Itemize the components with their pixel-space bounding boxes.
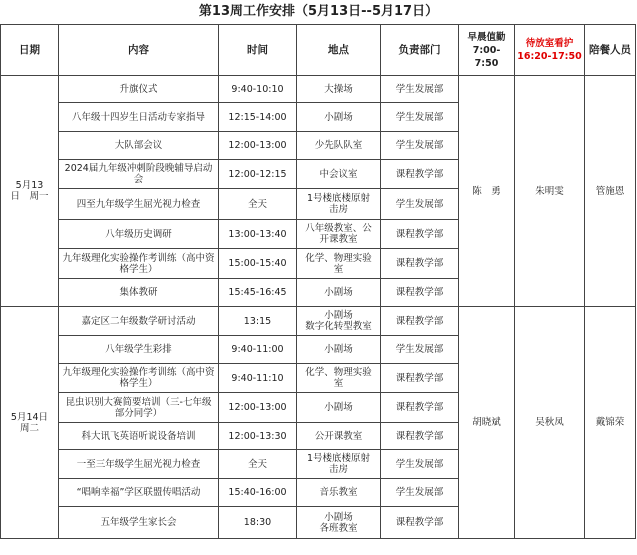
item-dept: 学生发展部 [381, 76, 459, 103]
item-place-line: 小剧场 [324, 511, 353, 523]
afterschool-care-cell: 吴秋凤 [515, 307, 585, 539]
afterschool-care-cell: 朱明雯 [515, 76, 585, 307]
item-place-line: 小剧场 [324, 287, 353, 298]
item-content: 四至九年级学生屈光视力检查 [59, 189, 219, 220]
item-dept: 课程教学部 [381, 220, 459, 249]
day-date-line: 5月14日 [10, 411, 49, 423]
table-row [1, 307, 636, 336]
item-dept: 课程教学部 [381, 393, 459, 423]
morning-duty-cell: 陈 勇 [459, 76, 515, 307]
item-content: 八年级十四岁生日活动专家指导 [59, 103, 219, 132]
header-place: 地点 [297, 25, 381, 76]
item-place [297, 160, 381, 189]
item-place-line: 1号楼底楼原射 [306, 193, 371, 204]
item-content: 九年级理化实验操作考训练（高中资格学生） [59, 364, 219, 393]
item-place [297, 279, 381, 307]
item-place-line: 各班教室 [319, 522, 358, 534]
item-content: 五年级学生家长会 [59, 507, 219, 539]
item-time: 15:45-16:45 [219, 279, 297, 307]
item-dept: 课程教学部 [381, 423, 459, 450]
item-place [297, 336, 381, 364]
item-place-line: 公开课教室 [314, 430, 363, 442]
item-place [297, 249, 381, 279]
item-place [297, 507, 381, 539]
item-time: 9:40-11:00 [219, 336, 297, 364]
item-content: 2024届九年级冲刺阶段晚辅导启动会 [59, 160, 219, 189]
item-place [297, 450, 381, 479]
item-place-line: 小剧场 [324, 310, 353, 321]
header-dept: 负责部门 [381, 25, 459, 76]
item-time: 全天 [219, 189, 297, 220]
item-dept: 学生发展部 [381, 103, 459, 132]
item-content: 嘉定区二年级数学研讨活动 [59, 307, 219, 336]
item-place [297, 307, 381, 336]
item-place-line: 击房 [328, 204, 348, 215]
header-afterschool-care-label: 待放室看护 [525, 38, 574, 49]
item-place [297, 76, 381, 103]
item-place [297, 393, 381, 423]
item-time: 全天 [219, 450, 297, 479]
meal-companion-cell: 管施恩 [585, 76, 636, 307]
header-morning-duty-time: 7:00-7:50 [472, 44, 501, 69]
item-dept: 学生发展部 [381, 479, 459, 507]
item-time: 15:00-15:40 [219, 249, 297, 279]
item-place-line: 化学、物理实验 [305, 367, 372, 378]
item-dept: 学生发展部 [381, 336, 459, 364]
item-place [297, 132, 381, 160]
item-time: 12:00-12:15 [219, 160, 297, 189]
item-place [297, 220, 381, 249]
item-content: 大队部会议 [59, 132, 219, 160]
header-time: 时间 [219, 25, 297, 76]
item-place [297, 103, 381, 132]
item-dept: 学生发展部 [381, 450, 459, 479]
item-time: 9:40-11:10 [219, 364, 297, 393]
item-time: 13:15 [219, 307, 297, 336]
item-time: 15:40-16:00 [219, 479, 297, 507]
item-time: 12:00-13:00 [219, 393, 297, 423]
header-morning-duty-label: 早晨值勤 [467, 31, 506, 43]
day-date-cell [1, 307, 59, 539]
morning-duty-cell: 胡晓斌 [459, 307, 515, 539]
item-content: 一至三年级学生屈光视力检查 [59, 450, 219, 479]
item-dept: 课程教学部 [381, 307, 459, 336]
item-place-line: 小剧场 [324, 402, 353, 413]
item-dept: 课程教学部 [381, 279, 459, 307]
table-row [1, 76, 636, 103]
item-place-line: 室 [333, 378, 344, 389]
item-content: “唱响幸福”学区联盟传唱活动 [59, 479, 219, 507]
item-content: 八年级学生彩排 [59, 336, 219, 364]
item-place [297, 479, 381, 507]
item-time: 12:15-14:00 [219, 103, 297, 132]
header-row [1, 25, 636, 76]
item-place-line: 开课教室 [319, 234, 358, 245]
header-afterschool-care [515, 25, 585, 76]
item-content: 科大讯飞英语听说设备培训 [59, 423, 219, 450]
item-place-line: 小剧场 [324, 111, 353, 123]
item-dept: 课程教学部 [381, 249, 459, 279]
item-place-line: 化学、物理实验 [305, 252, 372, 264]
item-content: 升旗仪式 [59, 76, 219, 103]
item-content: 八年级历史调研 [59, 220, 219, 249]
day-date-line: 周二 [19, 422, 39, 434]
item-content: 集体教研 [59, 279, 219, 307]
item-dept: 学生发展部 [381, 132, 459, 160]
item-content: 昆虫识别大赛简要培训（三-七年级部分同学） [59, 393, 219, 423]
item-place [297, 423, 381, 450]
header-afterschool-care-time: 16:20-17:50 [517, 51, 582, 62]
item-place-line: 八年级教室、公 [305, 223, 372, 234]
item-time: 9:40-10:10 [219, 76, 297, 103]
item-content: 九年级理化实验操作考训练（高中资格学生） [59, 249, 219, 279]
sheet-title: 第13周工作安排（5月13日--5月17日） [198, 4, 439, 19]
header-date: 日期 [1, 25, 59, 76]
item-time: 13:00-13:40 [219, 220, 297, 249]
item-time: 18:30 [219, 507, 297, 539]
item-place-line: 音乐教室 [319, 487, 358, 498]
item-dept: 课程教学部 [381, 507, 459, 539]
header-content: 内容 [59, 25, 219, 76]
header-meal-companion: 陪餐人员 [585, 25, 636, 76]
item-place-line: 小剧场 [324, 344, 353, 355]
item-place-line: 数字化转型教室 [305, 321, 372, 332]
item-place [297, 189, 381, 220]
meal-companion-cell: 戴锦荣 [585, 307, 636, 539]
item-dept: 学生发展部 [381, 189, 459, 220]
item-place-line: 中会议室 [319, 168, 358, 180]
item-place [297, 364, 381, 393]
item-place-line: 大操场 [324, 83, 353, 95]
item-place-line: 击房 [328, 464, 348, 475]
item-place-line: 少先队队室 [314, 140, 363, 151]
item-place-line: 室 [333, 263, 344, 275]
item-dept: 课程教学部 [381, 160, 459, 189]
item-time: 12:00-13:00 [219, 132, 297, 160]
day-date-cell [1, 76, 59, 307]
header-morning-duty [459, 25, 515, 76]
item-dept: 课程教学部 [381, 364, 459, 393]
item-place-line: 1号楼底楼原射 [306, 453, 371, 464]
item-time: 12:00-13:30 [219, 423, 297, 450]
schedule-table [0, 24, 636, 539]
day-date-line: 5月13 [15, 180, 44, 191]
day-date-line: 日 周一 [10, 191, 49, 202]
